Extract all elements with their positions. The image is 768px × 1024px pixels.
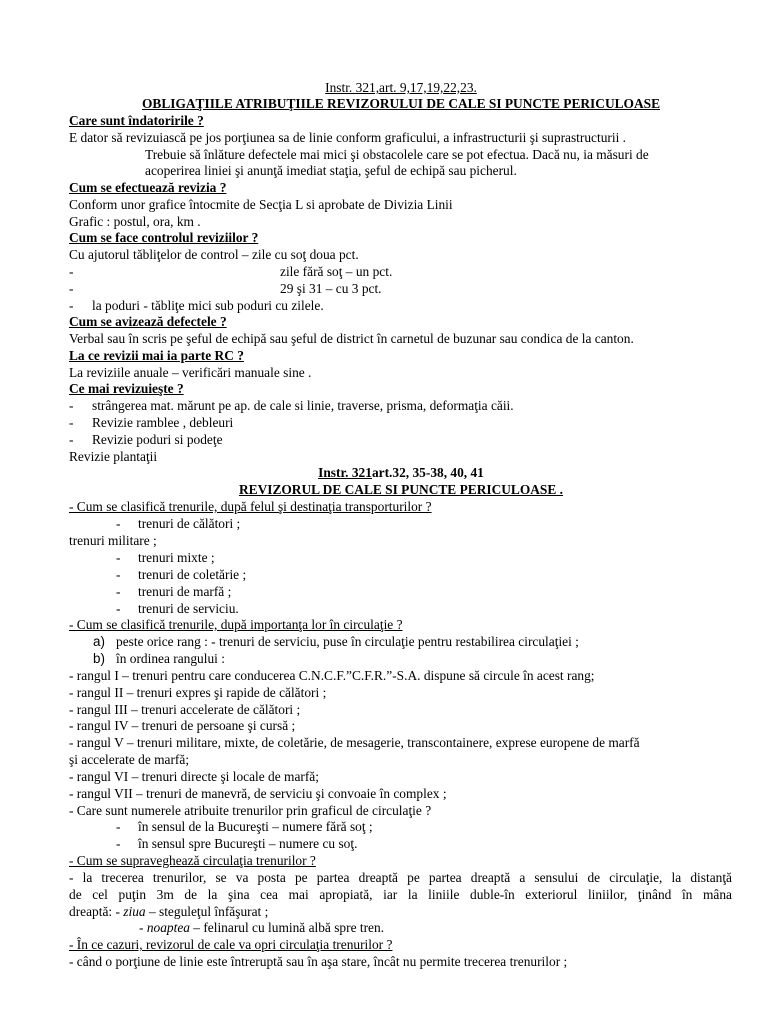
rank-row: - rangul I – trenuri pentru care conducerea C.N.C.F.”C.F.R.”-S.A. dispune să circule în acest rang; <box>69 668 595 683</box>
list-item: trenuri de călători ; <box>138 516 241 531</box>
answer-supervision-line4 <box>139 919 384 936</box>
text-run: dreaptă: - <box>69 904 124 919</box>
question-also-inspects: Ce mai revizuieşte ? <box>69 381 184 396</box>
answer-control-line3: 29 şi 31 – cu 3 pct. <box>280 281 382 296</box>
answer-duties-line1: E dator să revizuiască pe jos porţiunea sa de linie conform graficului, a infrastructurii şi suprastructurii . <box>69 130 627 145</box>
list-item: în sensul de la Bucureşti – numere fără soţ ; <box>138 819 373 834</box>
text-run: – steguleţul înfăşurat ; <box>145 904 269 919</box>
dash-bullet: - <box>116 819 121 834</box>
list-item: Revizie ramblee , debleuri <box>92 415 234 430</box>
text-run: - <box>139 920 147 935</box>
question-control: Cum se face controlul reviziilor ? <box>69 230 259 245</box>
section2-ref <box>69 464 733 481</box>
list-item-plain: trenuri militare ; <box>69 533 157 548</box>
answer-control-line1: Cu ajutorul tăbliţelor de control – zile cu soţ doua pct. <box>69 247 359 262</box>
list-letter: a) <box>93 634 105 649</box>
question-train-numbers: - Care sunt numerele atribuite trenurilor prin graficul de circulaţie ? <box>69 803 432 818</box>
list-item: în ordinea rangului : <box>116 651 225 666</box>
dash-bullet: - <box>116 567 121 582</box>
answer-inspection-line2: Grafic : postul, ora, km . <box>69 214 201 229</box>
question-stop-traffic: - În ce cazuri, revizorul de cale va opri circulaţia trenurilor ? <box>69 937 393 952</box>
dash-bullet: - <box>69 281 74 296</box>
section2-ref-instr: Instr. 321 <box>318 465 372 480</box>
answer-duties-line3: acoperirea liniei şi anunţă imediat staţia, şeful de echipă sau picherul. <box>145 163 517 178</box>
answer-supervision-line1: - la trecerea trenurilor, se va posta pe partea dreaptă pe partea dreaptă a sensului de circulaţie, la distanţă <box>69 870 732 885</box>
answer-inspection-line1: Conform unor grafice întocmite de Secţia L si aprobate de Divizia Linii <box>69 197 453 212</box>
rank-row: - rangul II – trenuri expres şi rapide de călători ; <box>69 685 327 700</box>
list-item-last: Revizie plantaţii <box>69 449 158 464</box>
list-item: în sensul spre Bucureşti – numere cu soţ. <box>138 836 358 851</box>
rank-row: - rangul VII – trenuri de manevră, de serviciu şi convoaie în complex ; <box>69 786 447 801</box>
question-train-types: - Cum se clasifică trenurile, după felul şi destinaţia transporturilor ? <box>69 499 432 514</box>
dash-bullet: - <box>116 584 121 599</box>
answer-control-line4: la poduri - tăbliţe mici sub poduri cu zilele. <box>92 298 324 313</box>
dash-bullet: - <box>116 601 121 616</box>
answer-defects: Verbal sau în scris pe şeful de echipă sau şeful de district în carnetul de buzunar sau condica de la canton. <box>69 331 634 346</box>
list-item: Revizie poduri si podeţe <box>92 432 223 447</box>
dash-bullet: - <box>116 550 121 565</box>
answer-control-line2: zile fără soţ – un pct. <box>280 264 393 279</box>
dash-bullet: - <box>69 415 74 430</box>
rank-row: - rangul V – trenuri militare, mixte, de coletărie, de mesagerie, transcontainere, exprese europene de marfă <box>69 735 640 750</box>
list-item: trenuri de serviciu. <box>138 601 239 616</box>
list-item: peste orice rang : - trenuri de serviciu, puse în circulaţie pentru restabilirea circulaţiei ; <box>116 634 579 649</box>
section1-ref: Instr. 321,art. 9,17,19,22,23. <box>325 80 477 95</box>
question-other-inspections: La ce revizii mai ia parte RC ? <box>69 348 244 363</box>
section2-ref-articles: art.32, 35-38, 40, 41 <box>371 465 484 480</box>
rank-row: - rangul III – trenuri accelerate de călători ; <box>69 702 301 717</box>
dash-bullet: - <box>116 516 121 531</box>
list-item: strângerea mat. mărunt pe ap. de cale si linie, traverse, prisma, deformaţia căii. <box>92 398 514 413</box>
list-letter: b) <box>93 651 105 666</box>
rank-row: - rangul IV – trenuri de persoane şi cursă ; <box>69 718 296 733</box>
question-duties: Care sunt îndatoririle ? <box>69 113 204 128</box>
section2-title: REVIZORUL DE CALE SI PUNCTE PERICULOASE . <box>238 482 564 497</box>
list-item: trenuri de marfă ; <box>138 584 232 599</box>
text-run: – felinarul cu lumină albă spre tren. <box>189 920 385 935</box>
answer-supervision-line3 <box>69 903 268 920</box>
dash-bullet: - <box>69 432 74 447</box>
question-train-importance: - Cum se clasifică trenurile, după importanţa lor în circulaţie ? <box>69 617 403 632</box>
question-supervision: - Cum se supraveghează circulaţia trenurilor ? <box>69 853 316 868</box>
list-item: trenuri mixte ; <box>138 550 215 565</box>
section1-title: OBLIGAŢIILE ATRIBUŢIILE REVIZORULUI DE CALE SI PUNCTE PERICULOASE <box>141 96 661 111</box>
answer-supervision-line2: de cel puţin 3m de la şina cea mai apropiată, iar la liniile duble-în exteriorul liniilor, ţinând în mâna <box>69 887 732 902</box>
dash-bullet: - <box>69 264 74 279</box>
question-inspection: Cum se efectuează revizia ? <box>69 180 227 195</box>
rank-row: - rangul VI – trenuri directe şi locale de marfă; <box>69 769 319 784</box>
question-defects: Cum se avizează defectele ? <box>69 314 227 329</box>
answer-other-inspections: La reviziile anuale – verificări manuale sine . <box>69 365 312 380</box>
text-run-italic: noaptea <box>146 920 190 935</box>
dash-bullet: - <box>116 836 121 851</box>
list-item: trenuri de coletărie ; <box>138 567 247 582</box>
dash-bullet: - <box>69 298 74 313</box>
text-run-italic: ziua <box>123 904 146 919</box>
answer-stop-traffic: - când o porţiune de linie este întreruptă sau în aşa stare, încât nu permite trecerea trenurilor ; <box>69 954 568 969</box>
dash-bullet: - <box>69 398 74 413</box>
answer-duties-line2: Trebuie să înlăture defectele mai mici şi obstacolele care se pot efectua. Dacă nu, ia măsuri de <box>145 147 649 162</box>
rank-row: şi accelerate de marfă; <box>69 752 190 767</box>
